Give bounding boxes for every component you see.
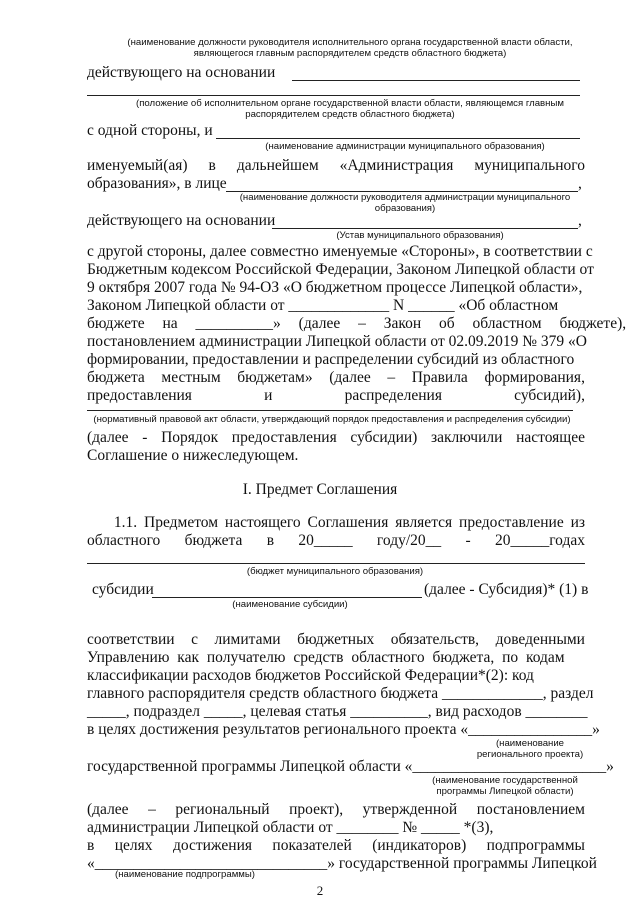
procedure-line: (далее - Порядок предоставления субсидии) заключили настоящее (87, 429, 585, 446)
program-line: государственной программы Липецкой области «_________________________» (87, 758, 614, 775)
acting-basis-line-1: действующего на основании (87, 64, 276, 81)
acting-basis-line-2: действующего на основании (87, 212, 276, 229)
blank-line (87, 563, 585, 564)
clause-1-1-line-1: 1.1. Предметом настоящего Соглашения является предоставление из (113, 514, 585, 531)
one-side-line: с одной стороны, и (87, 122, 213, 139)
agreement-line: Соглашение о нижеследующем. (87, 447, 299, 464)
note-budget: (бюджет муниципального образования) (246, 566, 424, 577)
blank-line (272, 228, 578, 229)
section-title: I. Предмет Соглашения (242, 481, 398, 498)
note-program: (наименование государственной программы Липецкой области) (432, 775, 578, 797)
subsidy-line: субсидии (92, 581, 154, 598)
note-municipal-head: (наименование должности руководителя администрации муниципального образования) (239, 192, 571, 214)
note-subsidy: (наименование субсидии) (232, 599, 348, 610)
note-municipal-admin: (наименование администрации муниципального образования) (265, 141, 545, 152)
note-subprogram: (наименование подпрограммы) (115, 869, 255, 880)
clause-1-1-line-2: областного бюджета в 20_____ году/20__ - 20_____годах (87, 532, 585, 549)
page-number: 2 (316, 883, 324, 898)
note-head-position: (наименование должности руководителя исполнительного органа государственной власти области, являющегося главным распорядителем средств областного бюджета) (127, 37, 573, 59)
blank-line (152, 597, 422, 598)
municipal-face-line: образования», в лице (87, 175, 227, 192)
blank-line (292, 80, 580, 81)
note-exec-regulation: (положение об исполнительном органе государственной власти области, являющемся главным распорядителем средств областного бюджета) (136, 98, 564, 120)
blank-line (216, 138, 580, 139)
blank-line (87, 410, 573, 411)
named-line: именуемый(ая) в дальнейшем «Администрация муниципального (87, 157, 585, 174)
note-legal-act: (нормативный правовой акт области, утверждающий порядок предоставления и распределения субсидии) (93, 414, 571, 425)
note-charter: (Устав муниципального образования) (336, 230, 504, 241)
note-project: (наименование регионального проекта) (476, 738, 584, 760)
blank-line (87, 95, 580, 96)
